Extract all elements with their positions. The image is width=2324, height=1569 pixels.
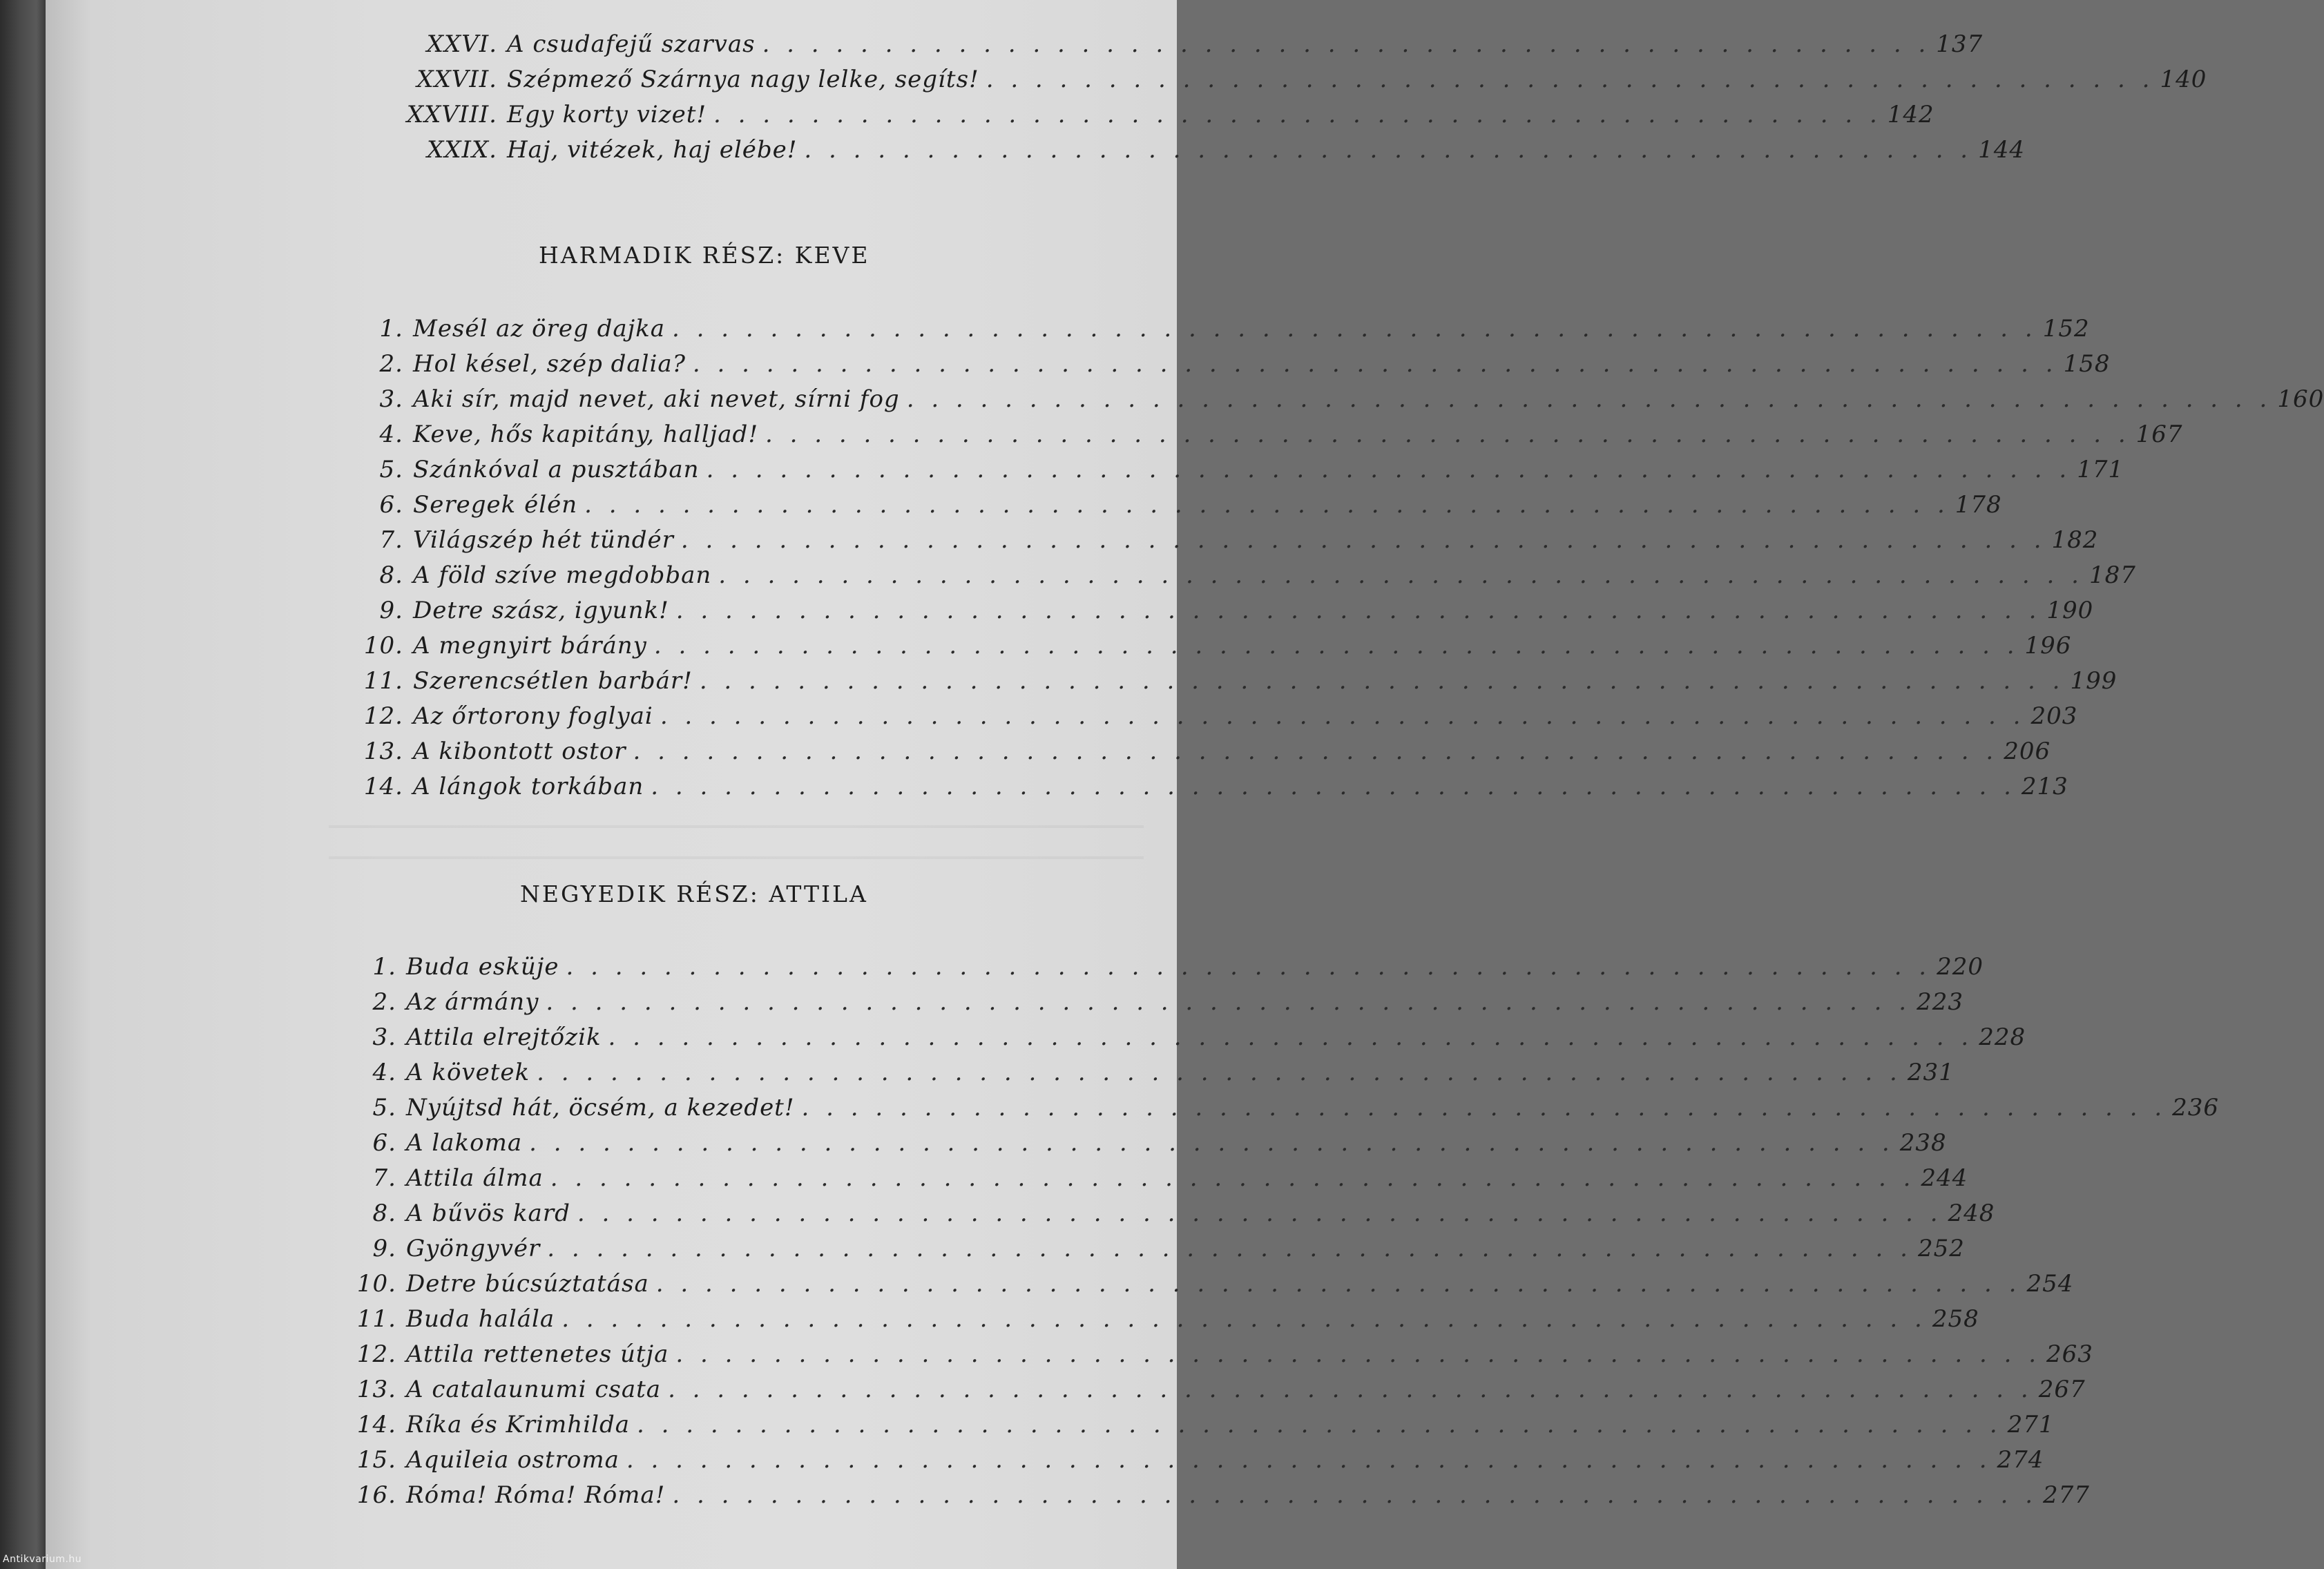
toc-entry[interactable]: [337, 1411, 2055, 1447]
entry-number: 5.: [372, 1094, 396, 1122]
entry-number: 13.: [363, 738, 403, 765]
entry-title: Gyöngyvér: [406, 1235, 541, 1262]
leader-dots: . . . . . . . . . . . . . . . . . . . . . . . . . . . . . . . . . . . . . . . . . . . . . . . . . . . . . . . .: [692, 350, 2058, 378]
entry-page: 274: [1997, 1446, 2044, 1474]
entry-title: Buda esküje: [406, 953, 559, 981]
toc-part4: [337, 953, 2220, 1526]
entry-page: 267: [2038, 1376, 2086, 1403]
section-heading-part4: NEGYEDIK RÉSZ: ATTILA: [520, 880, 868, 907]
entry-number: 10.: [363, 632, 403, 660]
leader-dots: . . . . . . . . . . . . . . . . . . . . . . . . . . . . . . . . . . . . . . . . . . . . . . . . . . . . . . . .: [699, 667, 2065, 695]
entry-number: XXVIII.: [406, 101, 497, 128]
entry-title: A catalaunumi csata: [406, 1376, 662, 1403]
entry-title: Szépmező Szárnya nagy lelke, segíts!: [507, 66, 979, 93]
leader-dots: . . . . . . . . . . . . . . . . . . . . . . . . . . . . . . . . . . . . . . . . . . . . . . . . . . . . . . . .: [655, 1270, 2022, 1298]
entry-number: 14.: [356, 1411, 396, 1438]
entry-page: 231: [1907, 1059, 1955, 1086]
entry-title: Nyújtsd hát, öcsém, a kezedet!: [406, 1094, 795, 1122]
bleed-through: [329, 856, 1144, 859]
leader-dots: . . . . . . . . . . . . . . . . . . . . . . . . . . . . . . . . . . . . . . . . . . . . . . . .: [762, 30, 1931, 58]
entry-page: 236: [2172, 1094, 2220, 1122]
entry-page: 252: [1917, 1235, 1965, 1262]
entry-page: 171: [2077, 456, 2124, 483]
entry-number: 13.: [356, 1376, 396, 1403]
leader-dots: . . . . . . . . . . . . . . . . . . . . . . . . . . . . . . . . . . . . . . . . . . . . . . . . . . . . . . . .: [675, 597, 2042, 624]
entry-title: Ríka és Krimhilda: [406, 1411, 630, 1438]
entry-title: A föld szíve megdobban: [413, 561, 712, 589]
leader-dots: . . . . . . . . . . . . . . . . . . . . . . . . . . . . . . . . . . . . . . . . . . . . . . . . . . . . . . . .: [561, 1305, 1927, 1333]
toc-entry[interactable]: [345, 421, 2183, 456]
entry-title: Szerencsétlen barbár!: [413, 667, 693, 695]
entry-number: 3.: [372, 1023, 396, 1051]
entry-page: 271: [2007, 1411, 2055, 1438]
entry-number: 9.: [372, 1235, 396, 1262]
leader-dots: . . . . . . . . . . . . . . . . . . . . . . . . . . . . . . . . . . . . . . . . . . . . . . . . . . . . . . . .: [547, 1235, 1912, 1262]
entry-title: Aki sír, majd nevet, aki nevet, sírni fog: [413, 385, 900, 413]
toc-entry[interactable]: [337, 953, 1984, 989]
toc-entry[interactable]: [345, 773, 2068, 809]
section-heading-part3: HARMADIK RÉSZ: KEVE: [539, 242, 870, 269]
entry-number: 8.: [379, 561, 403, 589]
toc-part2-tail: [345, 30, 2207, 175]
entry-number: XXVII.: [416, 66, 497, 93]
toc-entry[interactable]: [345, 350, 2111, 386]
toc-entry[interactable]: [337, 1446, 2044, 1482]
toc-entry[interactable]: [337, 1200, 1995, 1235]
leader-dots: . . . . . . . . . . . . . . . . . . . . . . . . . . . . . . . . . . . . . . . . . . . . . . . . . . . . . . . .: [906, 385, 2272, 413]
entry-page: 140: [2160, 66, 2207, 93]
toc-part3: [345, 315, 2324, 819]
entry-page: 187: [2088, 561, 2136, 589]
entry-title: Az ármány: [406, 988, 539, 1016]
toc-entry[interactable]: [337, 1481, 2090, 1517]
leader-dots: . . . . . . . . . . . . . . . . . . . . . . . . . . . . . . . . . . . . . . . . . . . . . . . . . . . . . . . .: [577, 1200, 1943, 1227]
entry-number: 15.: [356, 1446, 396, 1474]
entry-page: 244: [1921, 1164, 1968, 1192]
toc-entry[interactable]: [345, 738, 2051, 773]
toc-entry[interactable]: [345, 315, 2090, 351]
entry-page: 152: [2042, 315, 2090, 343]
leader-dots: . . . . . . . . . . . . . . . . . . . . . . . . . . . . . . . . . . . . . . . . . . . . . . . . . . . . . . . .: [529, 1129, 1894, 1157]
entry-number: 11.: [363, 667, 403, 695]
leader-dots: . . . . . . . . . . . . . . . . . . . . . . . . . . . . . . . . . . . . . . . . . . . . . . . . . . . . . . . .: [651, 773, 2016, 800]
entry-page: 254: [2026, 1270, 2074, 1298]
leader-dots: . . . . . . . . . . . . . . . . . . . . . . . . . . . . . . . . . . . . . . . . . . . . . . . . . . . . . . . .: [765, 421, 2131, 448]
toc-entry[interactable]: [337, 1376, 2086, 1412]
entry-number: 10.: [356, 1270, 396, 1298]
book-spine-shadow: [0, 0, 46, 1569]
leader-dots: . . . . . . . . . . . . . . . . . . . . . . . . . . . . . . . . . . . . . . . . . . . . . . . . . . . . . . . .: [660, 702, 2026, 730]
toc-entry[interactable]: [337, 1129, 1947, 1165]
toc-entry[interactable]: [337, 988, 1963, 1024]
entry-page: 223: [1917, 988, 1963, 1016]
toc-entry[interactable]: [345, 66, 2207, 102]
entry-page: 206: [2004, 738, 2051, 765]
entry-number: 4.: [372, 1059, 396, 1086]
toc-entry[interactable]: [345, 597, 2094, 633]
entry-number: 1.: [372, 953, 396, 981]
toc-entry[interactable]: [345, 667, 2117, 703]
toc-entry[interactable]: [337, 1235, 1965, 1271]
entry-title: Aquileia ostroma: [406, 1446, 620, 1474]
entry-title: Szánkóval a pusztában: [413, 456, 700, 483]
toc-entry[interactable]: [345, 526, 2099, 562]
entry-title: Hol késel, szép dalia?: [413, 350, 686, 378]
entry-title: A csudafejű szarvas: [507, 30, 756, 58]
entry-page: 277: [2043, 1481, 2090, 1509]
toc-entry[interactable]: [337, 1305, 1979, 1341]
entry-title: Világszép hét tündér: [413, 526, 674, 554]
entry-title: Az őrtorony foglyai: [413, 702, 653, 730]
leader-dots: . . . . . . . . . . . . . . . . . . . . . . . . . . . . . . . . . . . . . . . . . . . . . . . . . . . . . . . .: [550, 1164, 1916, 1192]
entry-page: 142: [1887, 101, 1934, 128]
toc-entry[interactable]: [345, 456, 2124, 492]
entry-number: XXVI.: [426, 30, 497, 58]
entry-number: 1.: [379, 315, 403, 343]
leader-dots: . . . . . . . . . . . . . . . . . . . . . . . . . . . . . . . . . . . . . . . . . . . . . . . . . . . . . . . .: [680, 526, 2046, 554]
entry-title: Attila álma: [406, 1164, 544, 1192]
entry-number: 12.: [363, 702, 403, 730]
entry-number: 11.: [356, 1305, 396, 1333]
entry-number: 7.: [372, 1164, 396, 1192]
leader-dots: . . . . . . . . . . . . . . . . . . . . . . . . . . . . . . . . . . . . . . . . . . . . . . . . . . . . . . . .: [672, 315, 2037, 343]
entry-title: Róma! Róma! Róma!: [406, 1481, 666, 1509]
leader-dots: . . . . . . . . . . . . . . . . . . . . . . . . . . . . . . . . . . . . . . . . . . . . . . . .: [713, 101, 1882, 128]
entry-number: 9.: [379, 597, 403, 624]
entry-page: 199: [2070, 667, 2117, 695]
entry-page: 144: [1978, 136, 2026, 164]
toc-entry[interactable]: [337, 1023, 2026, 1059]
leader-dots: . . . . . . . . . . . . . . . . . . . . . . . . . . . . . . . . . . . . . . . . . . . . . . . .: [986, 66, 2155, 93]
leader-dots: . . . . . . . . . . . . . . . . . . . . . . . . . . . . . . . . . . . . . . . . . . . . . . . . . . . . . . . .: [626, 1446, 1992, 1474]
leader-dots: . . . . . . . . . . . . . . . . . . . . . . . . . . . . . . . . . . . . . . . . . . . . . . . .: [804, 136, 1973, 164]
entry-title: A követek: [406, 1059, 530, 1086]
entry-title: Seregek élén: [413, 491, 578, 519]
entry-page: 228: [1979, 1023, 2026, 1051]
leader-dots: . . . . . . . . . . . . . . . . . . . . . . . . . . . . . . . . . . . . . . . . . . . . . . . . . . . . . . . .: [633, 738, 1999, 765]
entry-number: 3.: [379, 385, 403, 413]
entry-number: 12.: [356, 1340, 396, 1368]
watermark: Antikvarium.hu: [3, 1554, 82, 1565]
toc-entry[interactable]: [337, 1059, 1955, 1095]
leader-dots: . . . . . . . . . . . . . . . . . . . . . . . . . . . . . . . . . . . . . . . . . . . . . . . . . . . . . . . .: [801, 1094, 2167, 1122]
entry-page: 182: [2051, 526, 2099, 554]
leader-dots: . . . . . . . . . . . . . . . . . . . . . . . . . . . . . . . . . . . . . . . . . . . . . . . . . . . . . . . .: [546, 988, 1912, 1016]
entry-title: A lakoma: [406, 1129, 523, 1157]
entry-title: Attila rettenetes útja: [406, 1340, 669, 1368]
entry-title: Buda halála: [406, 1305, 555, 1333]
toc-entry[interactable]: [345, 561, 2136, 597]
leader-dots: . . . . . . . . . . . . . . . . . . . . . . . . . . . . . . . . . . . . . . . . . . . . . . . . . . . . . . . .: [718, 561, 2084, 589]
entry-page: 203: [2030, 702, 2078, 730]
entry-page: 190: [2046, 597, 2094, 624]
leader-dots: . . . . . . . . . . . . . . . . . . . . . . . . . . . . . . . . . . . . . . . . . . . . . . . . . . . . . . . .: [706, 456, 2072, 483]
entry-title: Detre búcsúztatása: [406, 1270, 649, 1298]
entry-page: 167: [2135, 421, 2183, 448]
toc-entry[interactable]: [337, 1270, 2074, 1306]
toc-entry[interactable]: [337, 1340, 2093, 1376]
entry-number: 6.: [372, 1129, 396, 1157]
entry-page: 248: [1948, 1200, 1995, 1227]
leader-dots: . . . . . . . . . . . . . . . . . . . . . . . . . . . . . . . . . . . . . . . . . . . . . . . . . . . . . . . .: [636, 1411, 2002, 1438]
entry-page: 160: [2277, 385, 2324, 413]
entry-number: 2.: [379, 350, 403, 378]
entry-title: Detre szász, igyunk!: [413, 597, 669, 624]
entry-page: 137: [1936, 30, 1984, 58]
entry-page: 158: [2063, 350, 2111, 378]
leader-dots: . . . . . . . . . . . . . . . . . . . . . . . . . . . . . . . . . . . . . . . . . . . . . . . . . . . . . . . .: [675, 1340, 2042, 1368]
entry-page: 263: [2046, 1340, 2093, 1368]
entry-title: Attila elrejtőzik: [406, 1023, 602, 1051]
leader-dots: . . . . . . . . . . . . . . . . . . . . . . . . . . . . . . . . . . . . . . . . . . . . . . . . . . . . . . . .: [584, 491, 1950, 519]
toc-entry[interactable]: [345, 702, 2078, 738]
toc-entry[interactable]: [345, 491, 2002, 527]
entry-number: 7.: [379, 526, 403, 554]
entry-title: A kibontott ostor: [413, 738, 626, 765]
toc-entry[interactable]: [345, 136, 2026, 172]
leader-dots: . . . . . . . . . . . . . . . . . . . . . . . . . . . . . . . . . . . . . . . . . . . . . . . . . . . . . . . .: [653, 632, 2019, 660]
entry-page: 258: [1932, 1305, 1979, 1333]
entry-number: 6.: [379, 491, 403, 519]
toc-entry[interactable]: [345, 632, 2072, 668]
leader-dots: . . . . . . . . . . . . . . . . . . . . . . . . . . . . . . . . . . . . . . . . . . . . . . . . . . . . . . . .: [672, 1481, 2038, 1509]
entry-title: Egy korty vizet!: [507, 101, 707, 128]
entry-page: 213: [2021, 773, 2068, 800]
entry-page: 178: [1955, 491, 2002, 519]
toc-entry[interactable]: [337, 1164, 1968, 1200]
toc-entry[interactable]: [345, 101, 1934, 137]
toc-entry[interactable]: [345, 30, 1984, 66]
entry-number: 16.: [356, 1481, 396, 1509]
leader-dots: . . . . . . . . . . . . . . . . . . . . . . . . . . . . . . . . . . . . . . . . . . . . . . . . . . . . . . . .: [566, 953, 1932, 981]
entry-page: 220: [1937, 953, 1984, 981]
entry-title: Haj, vitézek, haj elébe!: [507, 136, 798, 164]
entry-number: 8.: [372, 1200, 396, 1227]
entry-title: A bűvös kard: [406, 1200, 570, 1227]
toc-entry[interactable]: [337, 1094, 2220, 1130]
toc-entry[interactable]: [345, 385, 2324, 421]
entry-number: 4.: [379, 421, 403, 448]
entry-number: 14.: [363, 773, 403, 800]
entry-title: A lángok torkában: [413, 773, 644, 800]
entry-page: 196: [2024, 632, 2072, 660]
entry-number: 2.: [372, 988, 396, 1016]
entry-title: Mesél az öreg dajka: [413, 315, 666, 343]
entry-number: XXIX.: [427, 136, 497, 164]
leader-dots: . . . . . . . . . . . . . . . . . . . . . . . . . . . . . . . . . . . . . . . . . . . . . . . . . . . . . . . .: [608, 1023, 1974, 1051]
leader-dots: . . . . . . . . . . . . . . . . . . . . . . . . . . . . . . . . . . . . . . . . . . . . . . . . . . . . . . . .: [668, 1376, 2033, 1403]
entry-title: A megnyirt bárány: [413, 632, 647, 660]
bleed-through: [329, 825, 1144, 828]
entry-page: 238: [1899, 1129, 1947, 1157]
entry-number: 5.: [379, 456, 403, 483]
leader-dots: . . . . . . . . . . . . . . . . . . . . . . . . . . . . . . . . . . . . . . . . . . . . . . . . . . . . . . . .: [537, 1059, 1902, 1086]
entry-title: Keve, hős kapitány, halljad!: [413, 421, 758, 448]
